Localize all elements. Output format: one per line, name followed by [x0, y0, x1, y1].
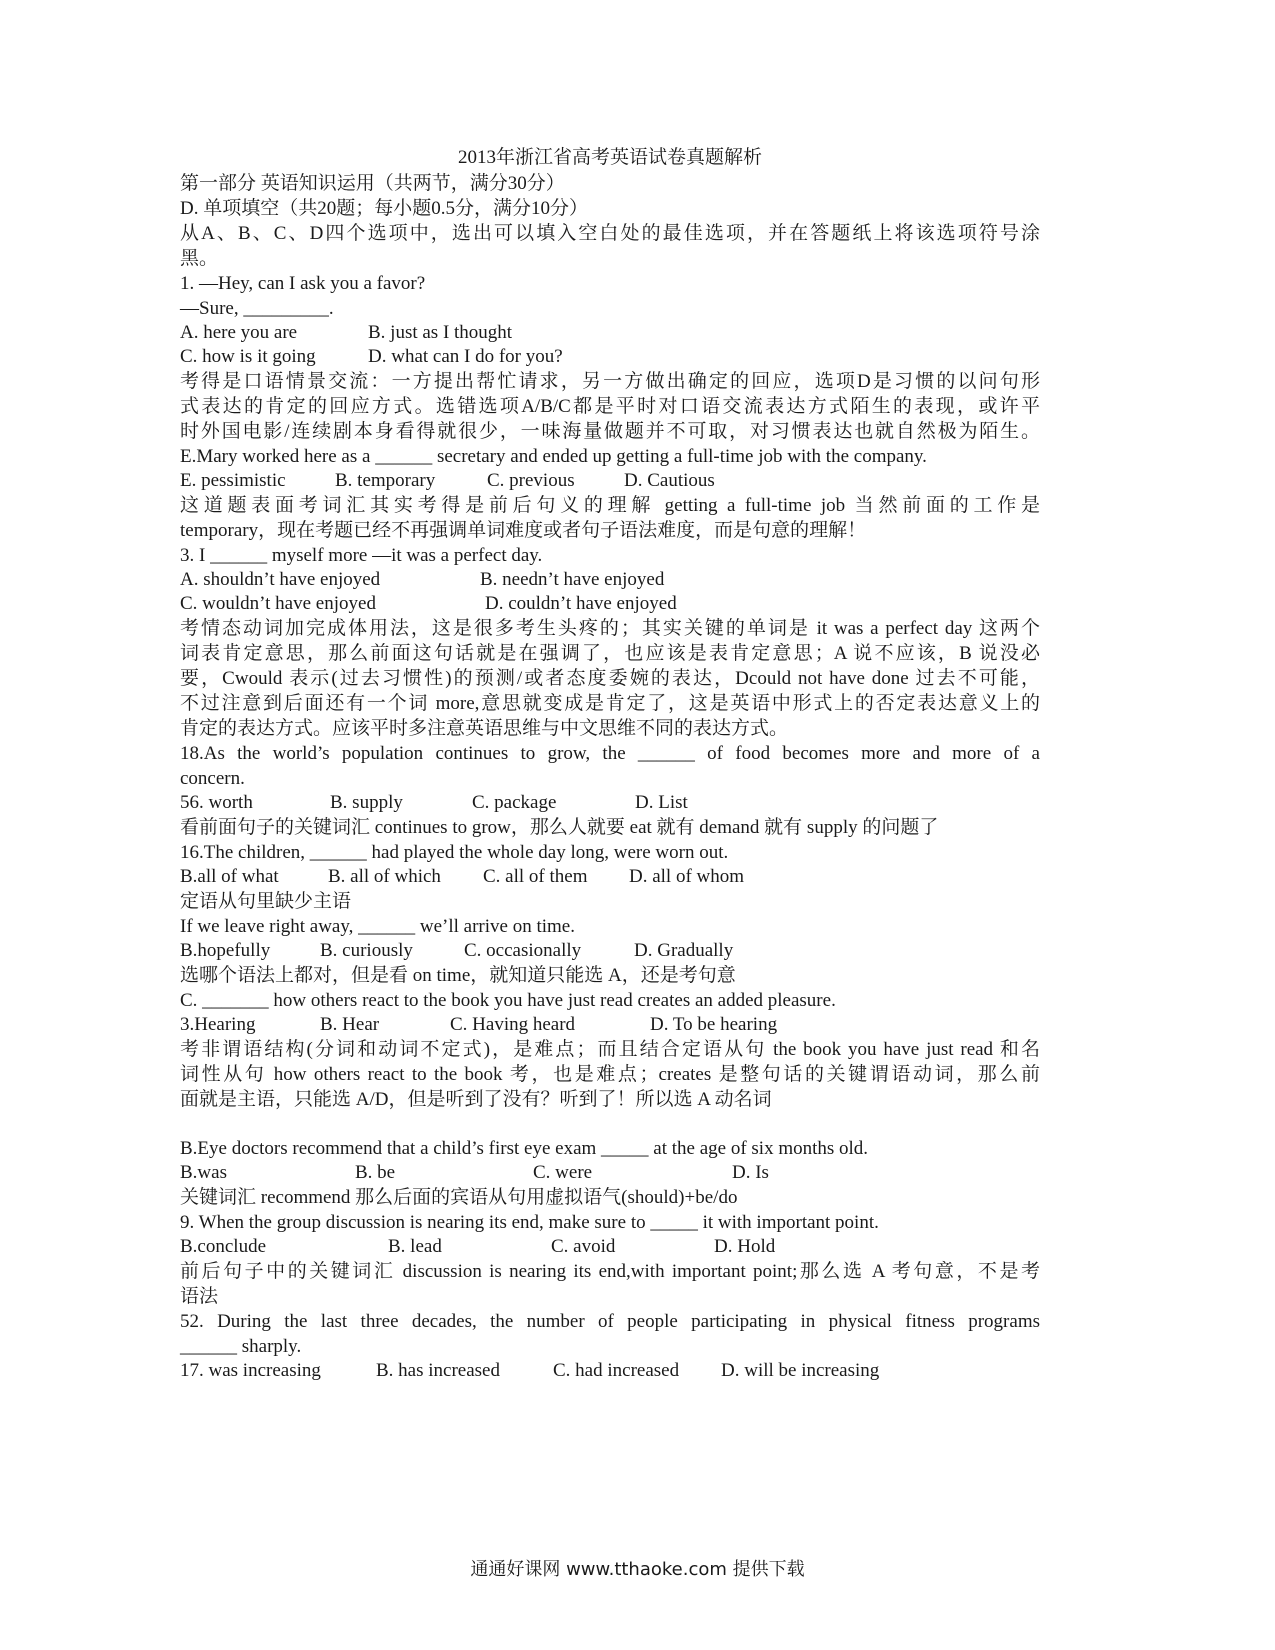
option-c: C. had increased — [553, 1360, 680, 1381]
option-row — [180, 1235, 1040, 1259]
question-stem: concern. — [180, 768, 245, 789]
option-c: C. wouldn’t have enjoyed — [180, 593, 376, 614]
option-a: 3.Hearing — [180, 1014, 256, 1035]
option-c: C. were — [533, 1162, 593, 1183]
question-stem: 3. I ______ myself more —it was a perfect day. — [180, 545, 543, 566]
option-d: D. will be increasing — [721, 1360, 880, 1381]
explanation-line: 这道题表面考词汇其实考得是前后句义的理解 getting a full-time job 当然前面的工作是 — [180, 495, 1040, 516]
option-b: B. has increased — [376, 1360, 500, 1381]
option-d: D. Hold — [714, 1236, 776, 1257]
document-page — [180, 146, 1040, 1383]
instruction-line: 黑。 — [180, 248, 219, 269]
option-c: C. all of them — [483, 866, 588, 887]
option-a: A. here you are — [180, 322, 298, 343]
option-row — [180, 791, 1040, 815]
option-b: B. all of which — [328, 866, 441, 887]
page-footer: 通通好课网 www.tthaoke.com 提供下载 — [470, 1559, 805, 1580]
question-stem: B.Eye doctors recommend that a child’s first eye exam _____ at the age of six months old. — [180, 1138, 869, 1159]
option-b: B. needn’t have enjoyed — [480, 569, 665, 590]
explanation-line: 面就是主语，只能选 A/D，但是听到了没有？听到了！所以选 A 动名词 — [180, 1089, 772, 1110]
explanation-line: 考非谓语结构(分词和动词不定式)，是难点；而且结合定语从句 the book you have just read 和名 — [180, 1039, 1040, 1060]
explanation-line: 关键词汇 recommend 那么后面的宾语从句用虚拟语气(should)+be/do — [180, 1187, 738, 1208]
option-row — [180, 865, 1040, 889]
explanation-line: 词性从句 how others react to the book 考，也是难点；creates 是整句话的关键谓语动词，那么前 — [180, 1064, 1040, 1085]
explanation-line: temporary，现在考题已经不再强调单词难度或者句子语法难度，而是句意的理解！ — [180, 520, 867, 541]
explanation-line: 看前面句子的关键词汇 continues to grow，那么人就要 eat 就有 demand 就有 supply 的问题了 — [180, 817, 939, 838]
explanation-line: 考情态动词加完成体用法，这是很多考生头疼的；其实关键的单词是 it was a perfect day 这两个 — [180, 618, 1040, 639]
explanation-line: 时外国电影/连续剧本身看得就很少，一味海量做题并不可取，对习惯表达也就自然极为陌生。 — [180, 421, 1040, 442]
option-row — [180, 321, 1040, 345]
question-stem: If we leave right away, ______ we’ll arrive on time. — [180, 916, 575, 937]
question-stem: C. _______ how others react to the book you have just read creates an added pleasure. — [180, 990, 836, 1011]
question-stem: 9. When the group discussion is nearing its end, make sure to _____ it with important point. — [180, 1212, 879, 1233]
option-b: B. temporary — [335, 470, 436, 491]
question-stem: ______ sharply. — [180, 1336, 302, 1357]
option-row — [180, 1161, 1040, 1185]
option-c: C. how is it going — [180, 346, 316, 367]
option-a: 56. worth — [180, 792, 253, 813]
option-c: C. avoid — [551, 1236, 616, 1257]
option-a: E. pessimistic — [180, 470, 286, 491]
instruction-line: 从A、B、C、D四个选项中，选出可以填入空白处的最佳选项，并在答题纸上将该选项符号涂 — [180, 223, 1040, 244]
explanation-line: 式表达的肯定的回应方式。选错选项A/B/C都是平时对口语交流表达方式陌生的表现，或许平 — [180, 396, 1040, 417]
explanation-line: 要，Cwould 表示(过去习惯性)的预测/或者态度委婉的表达，Dcould not have done 过去不可能， — [180, 668, 1040, 689]
option-b: B. lead — [388, 1236, 442, 1257]
option-d: D. List — [635, 792, 688, 813]
section-heading: D. 单项填空（共20题；每小题0.5分，满分10分） — [180, 198, 588, 219]
explanation-line: 肯定的表达方式。应该平时多注意英语思维与中文思维不同的表达方式。 — [180, 718, 789, 739]
option-c: C. Having heard — [450, 1014, 576, 1035]
option-b: B. curiously — [320, 940, 413, 961]
option-d: D. Cautious — [624, 470, 715, 491]
explanation-line: 定语从句里缺少主语 — [180, 891, 352, 912]
question-stem: 1. —Hey, can I ask you a favor? — [180, 273, 426, 294]
explanation-line: 不过注意到后面还有一个词 more,意思就变成是肯定了，这是英语中形式上的否定表达意义上的 — [180, 693, 1040, 714]
explanation-line: 考得是口语情景交流：一方提出帮忙请求，另一方做出确定的回应，选项D是习惯的以问句形 — [180, 371, 1040, 392]
option-b: B. just as I thought — [368, 322, 513, 343]
option-a: B.conclude — [180, 1236, 267, 1257]
option-c: C. package — [472, 792, 557, 813]
explanation-line: 前后句子中的关键词汇 discussion is nearing its end,with important point;那么选 A 考句意，不是考 — [180, 1261, 1040, 1282]
option-d: D. Is — [732, 1162, 769, 1183]
option-row — [180, 592, 1040, 616]
document-title: 2013年浙江省高考英语试卷真题解析 — [457, 147, 762, 168]
option-row — [180, 568, 1040, 592]
option-a: B.was — [180, 1162, 227, 1183]
explanation-line: 词表肯定意思，那么前面这句话就是在强调了，也应该是表肯定意思；A 说不应该，B 说没必 — [180, 643, 1040, 664]
option-row — [180, 345, 1040, 369]
explanation-line: 语法 — [180, 1286, 219, 1307]
option-a: B.hopefully — [180, 940, 271, 961]
option-d: D. Gradually — [634, 940, 734, 961]
option-b: B. be — [355, 1162, 396, 1183]
option-row — [180, 469, 1040, 493]
question-stem: —Sure, _________. — [180, 298, 334, 319]
question-stem: 18.As the world’s population continues to grow, the ______ of food becomes more and more of a — [180, 743, 1040, 764]
option-row — [180, 1013, 1040, 1037]
option-c: C. previous — [487, 470, 575, 491]
option-b: B. supply — [330, 792, 403, 813]
option-a: A. shouldn’t have enjoyed — [180, 569, 381, 590]
option-d: D. couldn’t have enjoyed — [485, 593, 677, 614]
option-a: B.all of what — [180, 866, 279, 887]
option-d: D. all of whom — [629, 866, 745, 887]
question-stem: 16.The children, ______ had played the whole day long, were worn out. — [180, 842, 729, 863]
option-c: C. occasionally — [464, 940, 582, 961]
option-d: D. what can I do for you? — [368, 346, 563, 367]
option-row — [180, 939, 1040, 963]
question-stem: E.Mary worked here as a ______ secretary and ended up getting a full-time job with the company. — [180, 446, 927, 467]
question-stem: 52. During the last three decades, the number of people participating in physical fitness programs — [180, 1311, 1040, 1332]
blank-gap — [180, 1112, 1040, 1136]
option-a: 17. was increasing — [180, 1360, 321, 1381]
explanation-line: 选哪个语法上都对，但是看 on time，就知道只能选 A，还是考句意 — [180, 965, 736, 986]
option-d: D. To be hearing — [650, 1014, 778, 1035]
option-b: B. Hear — [320, 1014, 380, 1035]
option-row — [180, 1359, 1040, 1383]
part-heading: 第一部分 英语知识运用（共两节，满分30分） — [180, 173, 565, 194]
